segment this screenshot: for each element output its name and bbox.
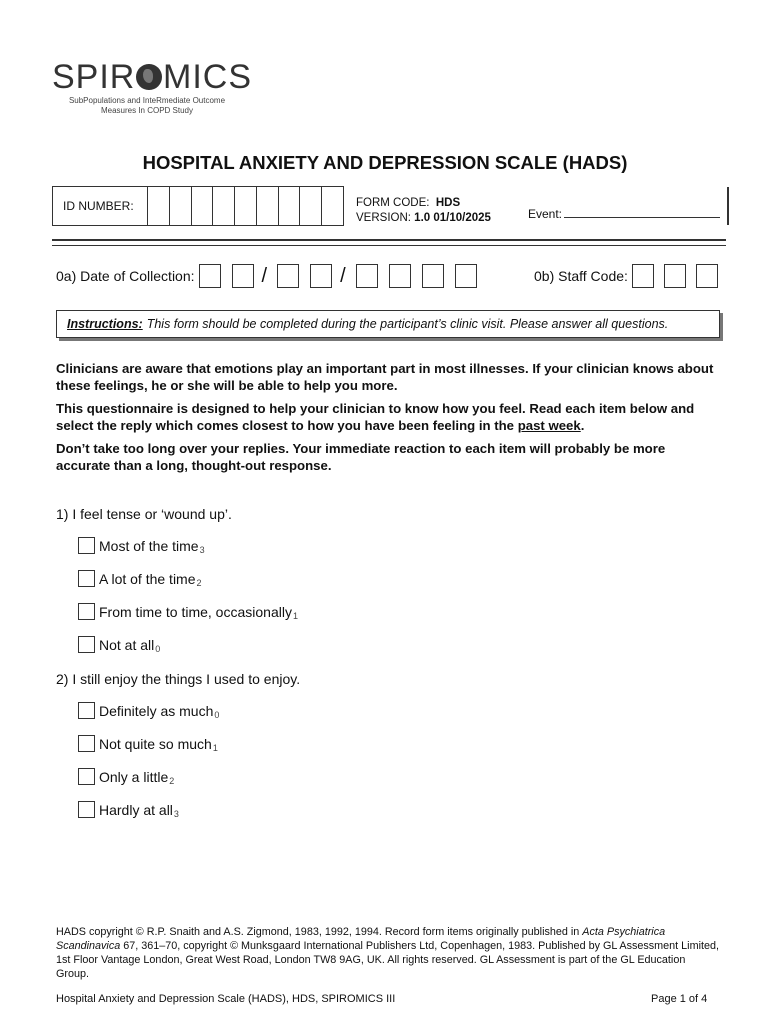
intro-p2-end: . bbox=[580, 418, 585, 433]
question-2-option bbox=[78, 702, 219, 719]
option-label: Hardly at all bbox=[99, 801, 173, 818]
date-day-digit-box[interactable] bbox=[277, 264, 299, 288]
instructions-label: Instructions: bbox=[67, 317, 143, 331]
option-label: Not at all bbox=[99, 636, 155, 653]
footer-page-number: Page 1 of 4 bbox=[651, 993, 708, 1005]
question-1-option bbox=[78, 537, 205, 554]
logo-word-before: SPIR bbox=[52, 58, 136, 96]
option-score: 1 bbox=[292, 610, 298, 621]
id-digit-cell[interactable] bbox=[322, 187, 343, 225]
question-2-option bbox=[78, 735, 218, 752]
option-label: Definitely as much bbox=[99, 702, 214, 719]
date-of-collection-field bbox=[56, 264, 488, 288]
date-year-digit-box[interactable] bbox=[455, 264, 477, 288]
date-separator: / bbox=[340, 264, 346, 287]
option-score: 0 bbox=[155, 643, 161, 654]
checkbox[interactable] bbox=[78, 636, 95, 653]
date-year-digit-box[interactable] bbox=[422, 264, 444, 288]
copyright-text-continued: 67, 361–70, copyright © Munksgaard International Publishers Ltd, Copenhagen, 1983. Published by GL Assessment Limited, 1st Floor Vantage London, Great West Road, London TW8 9AG, UK. All rights reserved. GL Assessment is part of the GL Education Group. bbox=[56, 940, 719, 980]
question-2: 2) I still enjoy the things I used to enjoy. bbox=[56, 671, 301, 687]
id-digit-cell[interactable] bbox=[148, 187, 170, 225]
staff-code-label: 0b) Staff Code: bbox=[534, 268, 628, 284]
checkbox[interactable] bbox=[78, 702, 95, 719]
option-label: Only a little bbox=[99, 768, 169, 785]
logo-wordmark bbox=[52, 60, 252, 94]
form-code-value: HDS bbox=[435, 197, 461, 209]
staff-code-box[interactable] bbox=[696, 264, 718, 288]
option-label: Not quite so much bbox=[99, 735, 212, 752]
checkbox[interactable] bbox=[78, 768, 95, 785]
question-1-option bbox=[78, 570, 202, 587]
question-1-option bbox=[78, 603, 298, 620]
checkbox[interactable] bbox=[78, 537, 95, 554]
id-number-field bbox=[52, 186, 344, 226]
date-separator: / bbox=[261, 264, 268, 287]
header-divider bbox=[52, 239, 726, 246]
id-digit-cell[interactable] bbox=[170, 187, 192, 225]
checkbox[interactable] bbox=[78, 801, 95, 818]
option-score: 3 bbox=[199, 544, 205, 555]
intro-p2-text: This questionnaire is designed to help your clinician to know how you feel. Read each item below and select the reply which comes closest to how you have been feeling in the bbox=[56, 401, 695, 433]
form-code-label: FORM CODE: bbox=[356, 197, 430, 209]
copyright-notice bbox=[56, 925, 721, 981]
id-digit-cell[interactable] bbox=[213, 187, 235, 225]
checkbox[interactable] bbox=[78, 603, 95, 620]
copyright-text: HADS copyright © R.P. Snaith and A.S. Zigmond, 1983, 1992, 1994. Record form items originally published in bbox=[56, 926, 583, 938]
globe-icon bbox=[136, 64, 162, 90]
staff-code-field bbox=[534, 264, 718, 288]
intro-paragraph-3: Don’t take too long over your replies. Your immediate reaction to each item will probably be more accurate than a long, thought-out response. bbox=[56, 441, 666, 473]
option-score: 0 bbox=[214, 709, 220, 720]
staff-code-box[interactable] bbox=[664, 264, 686, 288]
id-digit-cell[interactable] bbox=[235, 187, 257, 225]
question-1: 1) I feel tense or ‘wound up’. bbox=[56, 506, 232, 522]
checkbox[interactable] bbox=[78, 735, 95, 752]
question-2-option bbox=[78, 768, 174, 785]
instructions-box bbox=[56, 310, 720, 338]
copyright-journal: Acta Psychiatrica Scandinavica bbox=[56, 926, 666, 952]
date-year-digit-box[interactable] bbox=[356, 264, 378, 288]
intro-paragraph-2 bbox=[56, 400, 721, 434]
checkbox[interactable] bbox=[78, 570, 95, 587]
option-score: 3 bbox=[173, 808, 179, 819]
date-day-digit-box[interactable] bbox=[310, 264, 332, 288]
form-code-block bbox=[356, 196, 491, 226]
event-input-line[interactable] bbox=[564, 207, 720, 218]
date-month-digit-box[interactable] bbox=[232, 264, 254, 288]
logo-subtitle-line-1: SubPopulations and InteRmediate Outcome bbox=[68, 96, 226, 105]
id-number-cells bbox=[148, 187, 343, 225]
date-of-collection-label: 0a) Date of Collection: bbox=[56, 268, 195, 284]
option-score: 2 bbox=[169, 775, 175, 786]
id-digit-cell[interactable] bbox=[257, 187, 279, 225]
footer-form-name: Hospital Anxiety and Depression Scale (HADS), HDS, SPIROMICS III bbox=[56, 993, 396, 1005]
id-digit-cell[interactable] bbox=[192, 187, 214, 225]
option-label: A lot of the time bbox=[99, 570, 196, 587]
question-2-option bbox=[78, 801, 179, 818]
spiromics-logo bbox=[52, 60, 252, 116]
instructions-text: This form should be completed during the participant’s clinic visit. Please answer all questions. bbox=[146, 317, 669, 331]
event-label: Event: bbox=[528, 207, 563, 221]
option-score: 1 bbox=[212, 742, 218, 753]
staff-code-box[interactable] bbox=[632, 264, 654, 288]
id-digit-cell[interactable] bbox=[279, 187, 301, 225]
header-right-border bbox=[727, 187, 729, 225]
intro-paragraph-1: Clinicians are aware that emotions play an important part in most illnesses. If your clinician knows about these feelings, he or she will be able to help you more. bbox=[56, 361, 714, 393]
logo-word-after: MICS bbox=[163, 58, 252, 96]
logo-subtitle-line-2: Measures In COPD Study bbox=[100, 106, 194, 115]
option-score: 2 bbox=[196, 577, 202, 588]
id-number-label: ID NUMBER: bbox=[53, 187, 148, 225]
id-digit-cell[interactable] bbox=[300, 187, 322, 225]
option-label: From time to time, occasionally bbox=[99, 603, 292, 620]
option-label: Most of the time bbox=[99, 537, 199, 554]
version-label: VERSION: bbox=[356, 212, 411, 224]
event-field bbox=[528, 207, 720, 221]
form-title: HOSPITAL ANXIETY AND DEPRESSION SCALE (HADS) bbox=[142, 152, 628, 173]
intro-p2-underlined: past week bbox=[517, 418, 581, 433]
version-value: 1.0 01/10/2025 bbox=[414, 212, 491, 224]
question-1-option bbox=[78, 636, 160, 653]
date-year-digit-box[interactable] bbox=[389, 264, 411, 288]
logo-subtitle bbox=[52, 96, 242, 116]
date-month-digit-box[interactable] bbox=[199, 264, 221, 288]
